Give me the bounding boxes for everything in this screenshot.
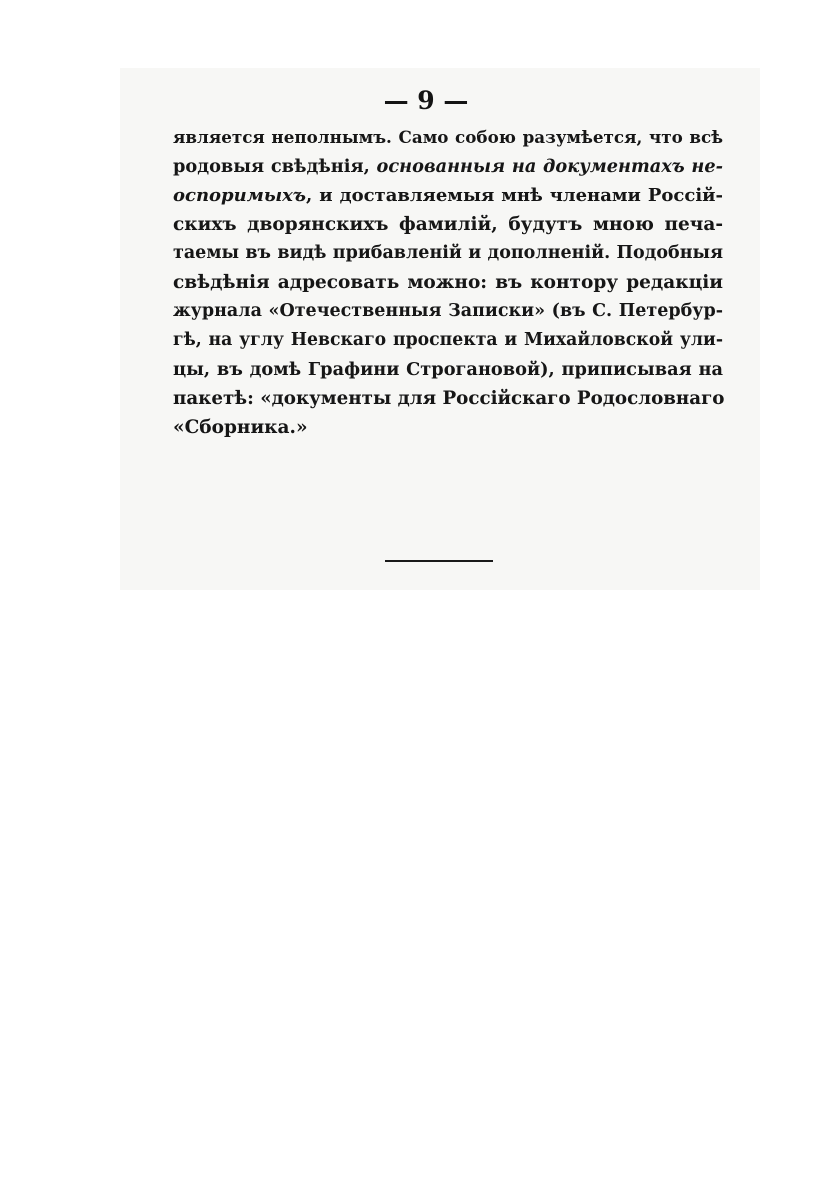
- text-line-7: журнала «Отечественныя Записки» (въ С. Петербур-: [173, 301, 723, 321]
- text-line-2: [173, 152, 723, 181]
- text-line-1: является неполнымъ. Само собою разумѣется, что всѣ: [173, 127, 723, 147]
- end-divider-rule: [385, 560, 493, 562]
- page-number: — 9 —: [383, 86, 469, 115]
- text-line-10: пакетѣ: «документы для Россійскаго Родословнаго: [173, 388, 725, 409]
- text-line-3: [173, 181, 723, 210]
- text-line-9: цы, въ домѣ Графини Строгановой), приписывая на: [173, 359, 723, 380]
- text-line-6: свѣдѣнія адресовать можно: въ контору редакціи: [173, 272, 723, 293]
- text-line-3-italic: оспоримыхъ: [173, 185, 306, 206]
- text-line-8: гѣ, на углу Невскаго проспекта и Михайловской ули-: [173, 330, 723, 350]
- text-line-2-italic: основанныя на документахъ не-: [376, 156, 724, 177]
- text-line-2-regular: родовыя свѣдѣнія,: [173, 156, 377, 177]
- body-paragraph: [173, 123, 723, 442]
- text-line-4: скихъ дворянскихъ фамилій, будутъ мною печа-: [173, 214, 723, 235]
- text-line-11: «Сборника.»: [173, 417, 308, 438]
- text-line-5: таемы въ видѣ прибавленій и дополненій. Подобныя: [173, 243, 723, 263]
- text-line-3-regular: , и доставляемыя мнѣ членами Россій-: [305, 185, 723, 206]
